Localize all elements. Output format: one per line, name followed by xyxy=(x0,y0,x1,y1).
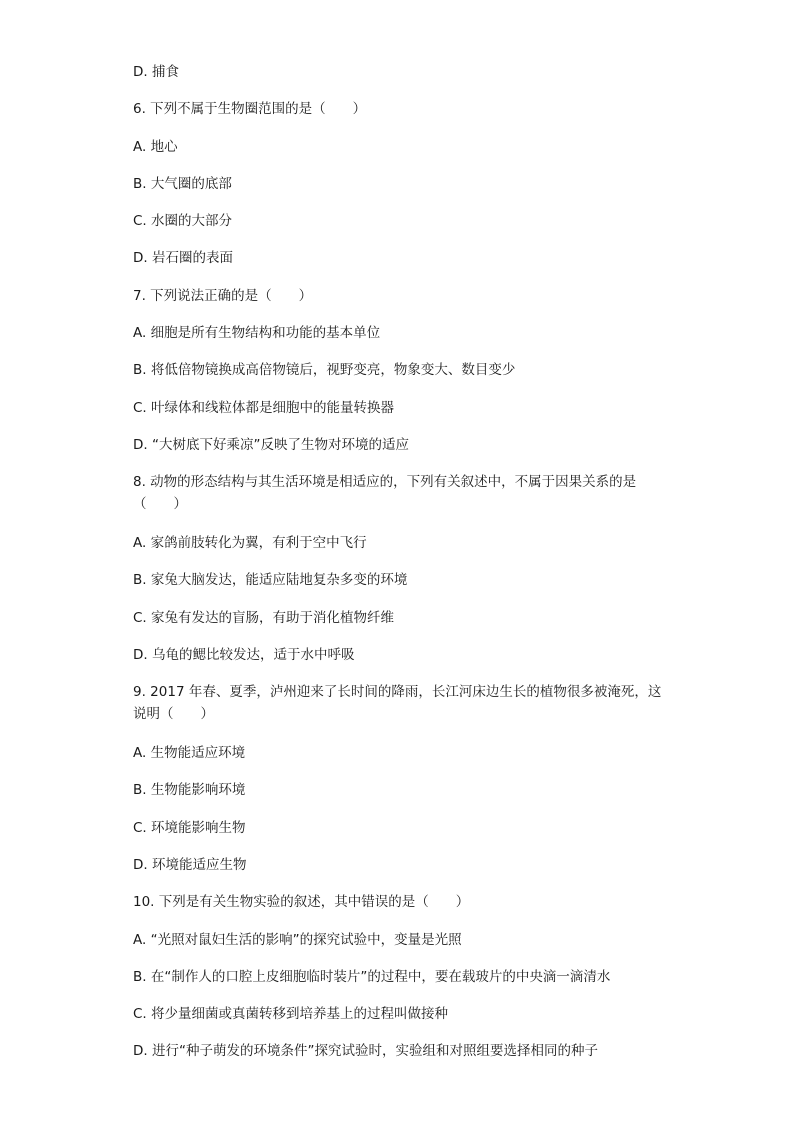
option-9b: B. 生物能影响环境 xyxy=(133,782,246,798)
option-9d: D. 环境能适应生物 xyxy=(133,857,247,873)
option-7a: A. 细胞是所有生物结构和功能的基本单位 xyxy=(133,325,381,341)
option-10b: B. 在“制作人的口腔上皮细胞临时装片”的过程中，要在载玻片的中央滴一滴清水 xyxy=(133,969,611,985)
option-8c: C. 家兔有发达的盲肠，有助于消化植物纤维 xyxy=(133,610,395,626)
option-6d: D. 岩石圈的表面 xyxy=(133,250,233,266)
option-9c: C. 环境能影响生物 xyxy=(133,820,246,836)
option-10d: D. 进行“种子萌发的环境条件”探究试验时，实验组和对照组要选择相同的种子 xyxy=(133,1043,598,1059)
option-7d: D. “大树底下好乘凉”反映了生物对环境的适应 xyxy=(133,437,409,453)
option-7b: B. 将低倍物镜换成高倍物镜后，视野变亮，物象变大、数目变少 xyxy=(133,362,516,378)
option-10a: A. “光照对鼠妇生活的影响”的探究试验中，变量是光照 xyxy=(133,932,462,948)
option-7c: C. 叶绿体和线粒体都是细胞中的能量转换器 xyxy=(133,400,395,416)
option-6b: B. 大气圈的底部 xyxy=(133,176,232,192)
option-6a: A. 地心 xyxy=(133,139,178,155)
option-8d: D. 乌龟的鳃比较发达，适于水中呼吸 xyxy=(133,647,355,663)
question-8: 8. 动物的形态结构与其生活环境是相适应的，下列有关叙述中，不属于因果关系的是（ ） xyxy=(133,474,637,512)
question-10: 10. 下列是有关生物实验的叙述，其中错误的是（ ） xyxy=(133,894,470,910)
option-10c: C. 将少量细菌或真菌转移到培养基上的过程叫做接种 xyxy=(133,1006,449,1022)
option-5d: D. 捕食 xyxy=(133,64,179,80)
option-8a: A. 家鸽前肢转化为翼，有利于空中飞行 xyxy=(133,535,367,551)
option-6c: C. 水圈的大部分 xyxy=(133,213,233,229)
option-8b: B. 家兔大脑发达，能适应陆地复杂多变的环境 xyxy=(133,572,408,588)
option-9a: A. 生物能适应环境 xyxy=(133,745,246,761)
question-6: 6. 下列不属于生物圈范围的是（ ） xyxy=(133,101,367,117)
question-9: 9. 2017 年春、夏季，泸州迎来了长时间的降雨，长江河床边生长的植物很多被淹死，这说明（ ） xyxy=(133,684,662,722)
question-7: 7. 下列说法正确的是（ ） xyxy=(133,288,313,304)
